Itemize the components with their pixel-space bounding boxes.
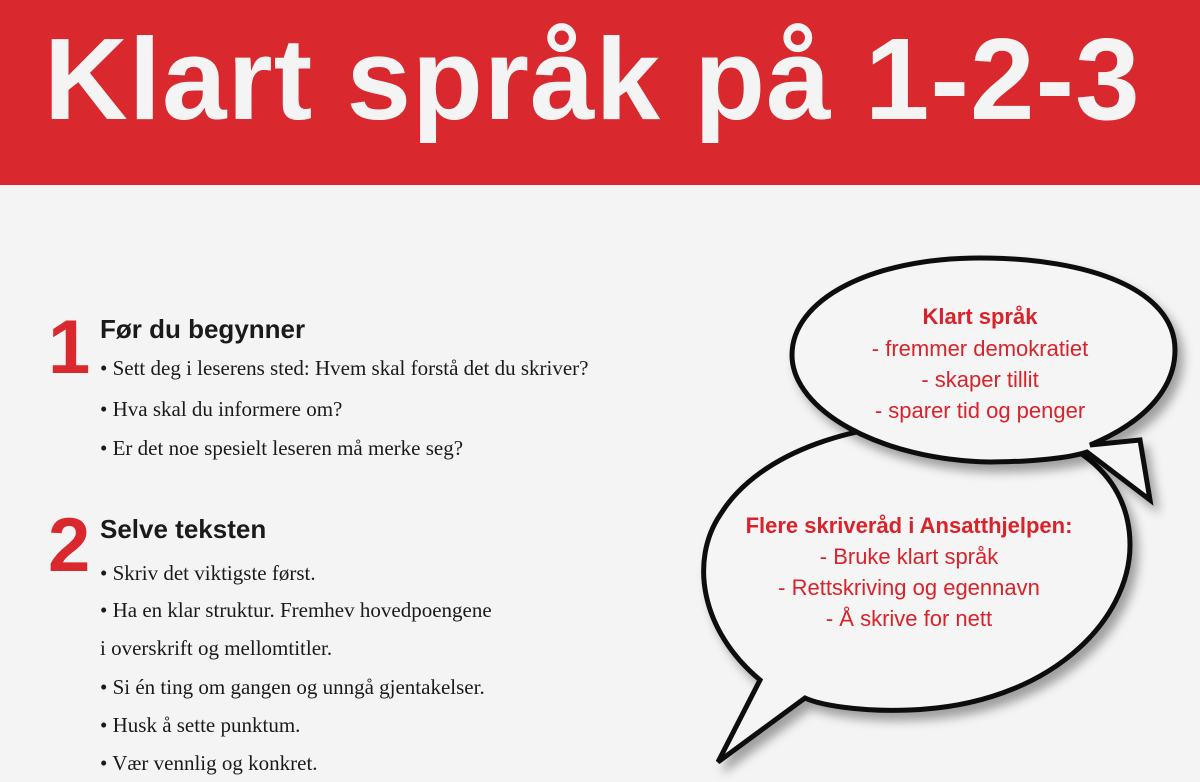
page-title: Klart språk på 1-2-3: [44, 14, 1141, 144]
bullet-item: • Skriv det viktigste først.: [100, 561, 316, 585]
bubble-top-line: - sparer tid og penger: [874, 398, 1086, 423]
bullet-item: • Er det noe spesielt leseren må merke seg?: [100, 436, 464, 460]
bubble-top-line: - fremmer demokratiet: [871, 336, 1089, 361]
bullet-item: • Vær vennlig og konkret.: [100, 751, 318, 775]
bullet-item: • Ha en klar struktur. Fremhev hovedpoengene: [100, 598, 492, 622]
step-number-2: 2: [48, 503, 91, 588]
bullet-item: i overskrift og mellomtitler.: [100, 636, 333, 660]
bullet-item: • Si én ting om gangen og unngå gjentakelser.: [100, 675, 485, 699]
bubble-top-line: - skaper tillit: [921, 367, 1039, 392]
bullet-item: • Husk å sette punktum.: [100, 713, 301, 737]
section-heading-1: Før du begynner: [100, 314, 306, 344]
section-heading-2: Selve teksten: [100, 514, 267, 544]
bullet-item: • Hva skal du informere om?: [100, 397, 343, 421]
bubble-bottom-line: - Å skrive for nett: [825, 606, 993, 631]
bubble-bottom-line: - Bruke klart språk: [819, 544, 999, 569]
bubble-top-title: Klart språk: [922, 304, 1038, 329]
step-number-1: 1: [48, 305, 91, 390]
bubble-bottom-title: Flere skriveråd i Ansatthjelpen:: [745, 513, 1073, 538]
bubble-bottom-line: - Rettskriving og egennavn: [778, 575, 1040, 600]
bullet-item: • Sett deg i leserens sted: Hvem skal forstå det du skriver?: [100, 356, 589, 380]
